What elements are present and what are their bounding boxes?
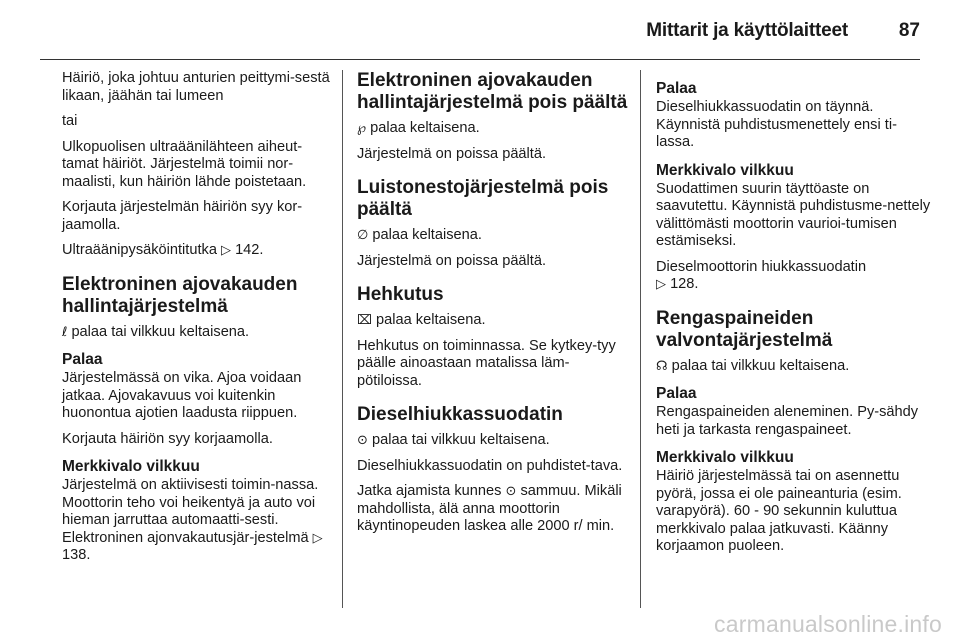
reference-arrow-icon: ▷ <box>221 243 231 258</box>
reference-text: Dieselmoottorin hiukkassuodatin <box>656 258 867 275</box>
column-divider <box>342 70 343 608</box>
watermark: carmanualsonline.info <box>714 611 942 637</box>
paragraph: Häiriö järjestelmässä tai on asennettu pyörä, jossa ei ole paineanturia (esim. varapyörä). 60 - 90 sekunnin kuluttua merkkivalo palaa jatkuvasti. Käänny korjaamon puoleen. <box>656 468 902 554</box>
paragraph: Dieselhiukkassuodatin on puhdistet-tava. <box>357 457 623 474</box>
paragraph: Hehkutus on toiminnassa. Se kytkey-tyy päälle ainoastaan matalissa läm-pötiloissa. <box>357 337 616 389</box>
paragraph: Järjestelmässä on vika. Ajoa voidaan jatkaa. Ajovakavuus voi kuitenkin huonontua ajotien laadusta riippuen. <box>62 370 302 421</box>
page-title: Mittarit ja käyttölaitteet <box>646 20 848 41</box>
subsection-heading: Merkkivalo vilkkuu <box>656 161 794 179</box>
header-divider <box>40 59 920 60</box>
paragraph <box>656 259 932 294</box>
paragraph: Järjestelmä on poissa päältä. <box>357 252 547 269</box>
glow-plug-icon: ⌧ <box>357 313 372 328</box>
status-text: palaa keltaisena. <box>372 227 482 243</box>
paragraph <box>357 312 629 330</box>
paragraph <box>357 432 629 450</box>
status-text: palaa tai vilkkuu keltaisena. <box>71 323 250 340</box>
paragraph: Häiriö, joka johtuu anturien peittymi-sestä likaan, jäähän tai lumeen <box>62 70 330 104</box>
tire-pressure-icon: ☊ <box>656 358 668 374</box>
esc-off-icon: ℘ <box>357 121 367 136</box>
column-1 <box>62 70 332 573</box>
section-heading: Dieselhiukkassuodatin <box>357 404 563 425</box>
section-heading: Luistonestojärjestelmä pois päältä <box>357 177 609 220</box>
page-reference-link[interactable]: 142. <box>235 242 264 258</box>
page-header <box>0 0 960 60</box>
paragraph: Rengaspaineiden aleneminen. Py-sähdy heti ja tarkasta rengaspaineet. <box>656 404 919 438</box>
paragraph: Ulkopuolisen ultraäänilähteen aiheut-tamat häiriöt. Järjestelmä toimii nor-maalisti, kun häiriön lähde poistetaan. <box>62 138 307 190</box>
paragraph <box>357 227 629 245</box>
column-3 <box>656 70 932 564</box>
status-text: palaa tai vilkkuu keltaisena. <box>671 357 850 374</box>
subsection-heading: Merkkivalo vilkkuu <box>656 449 794 466</box>
paragraph: Järjestelmä on poissa päältä. <box>357 145 547 162</box>
section-heading: Rengaspaineiden valvontajärjestelmä <box>656 307 833 351</box>
reference-arrow-icon: ▷ <box>312 530 323 546</box>
paragraph <box>656 358 932 376</box>
page-reference-link[interactable]: 128. <box>670 276 699 292</box>
column-2 <box>357 70 629 544</box>
status-text: palaa keltaisena. <box>370 120 480 136</box>
subsection-heading: Palaa <box>656 385 697 402</box>
section-heading: Hehkutus <box>357 284 444 305</box>
page-reference-link[interactable]: 138. <box>62 547 91 563</box>
paragraph: Dieselhiukkassuodatin on täynnä. Käynnistä puhdistusmenettely ensi ti-lassa. <box>656 99 897 150</box>
subsection-heading: Merkkivalo vilkkuu <box>62 458 200 475</box>
diesel-particle-filter-icon: ⊙ <box>357 433 368 448</box>
paragraph: Suodattimen suurin täyttöaste on saavutettu. Käynnistä puhdistusme-nettely välittömästi moottorin vaurioi-tumisen estämiseksi. <box>656 180 931 249</box>
page-number: 87 <box>898 20 920 41</box>
section-heading: Elektroninen ajovakauden hallintajärjestelmä pois päältä <box>357 70 628 113</box>
paragraph: Korjauta järjestelmän häiriön syy kor-jaamolla. <box>62 199 303 233</box>
traction-control-off-icon: ∅ <box>357 228 369 243</box>
body-text: Järjestelmä on aktiivisesti toimin-nassa. Moottorin teho voi heikentyä ja auto voi hieman jarruttaa automaatti-sesti. Elektroninen ajonvakautusjär-jestelmä <box>62 477 319 546</box>
status-text: palaa tai vilkkuu keltaisena. <box>371 432 550 448</box>
paragraph: tai <box>62 113 78 129</box>
reference-arrow-icon: ▷ <box>656 277 666 292</box>
section-heading: Elektroninen ajovakauden hallintajärjestelmä <box>62 273 298 317</box>
paragraph <box>357 120 629 138</box>
paragraph: Korjauta häiriön syy korjaamolla. <box>62 430 273 447</box>
paragraph <box>357 483 629 536</box>
status-text: palaa keltaisena. <box>376 312 486 328</box>
subsection-heading: Palaa <box>62 351 103 368</box>
reference-text: Ultraäänipysäköintitutka <box>62 242 217 258</box>
subsection-heading: Palaa <box>656 80 697 97</box>
body-text: Jatka ajamista kunnes <box>357 483 502 499</box>
column-divider <box>640 70 641 608</box>
paragraph <box>62 324 332 342</box>
paragraph <box>62 477 332 565</box>
esc-icon: ℓ <box>62 324 68 340</box>
diesel-particle-filter-icon: ⊙ <box>505 484 517 499</box>
paragraph <box>62 242 332 260</box>
body-text: sammuu. Mikäli mahdollista, älä anna moottorin käyntinopeuden laskea alle 2000 r/ min. <box>357 483 622 534</box>
